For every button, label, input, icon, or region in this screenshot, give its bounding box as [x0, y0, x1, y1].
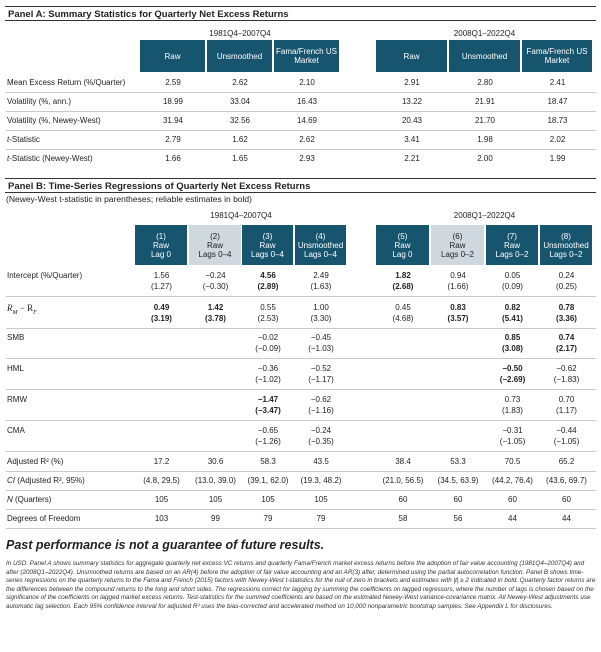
panel-b-summary-cell: 70.5 — [504, 457, 521, 466]
panel-b-row-divider — [6, 420, 596, 421]
panel-a-cell: 1.98 — [477, 135, 493, 144]
panel-a-cell: 2.59 — [165, 78, 181, 87]
panel-a-cell: 2.10 — [299, 78, 315, 87]
panel-b-summary-cell: (34.5, 63.9) — [437, 476, 479, 485]
panel-b-estimate: 1.82 — [395, 271, 411, 280]
panel-b-estimate: 0.49 — [153, 303, 170, 312]
panel-b-estimate: −0.45 — [310, 333, 332, 342]
panel-b-summary-cell: 60 — [562, 495, 571, 504]
panel-b-estimate: 0.94 — [450, 271, 466, 280]
panel-b-estimate: 0.24 — [558, 271, 575, 280]
panel-b-col-header — [376, 225, 430, 265]
panel-b-row-divider — [6, 389, 596, 390]
panel-b-col-header-line: (2) — [210, 231, 220, 241]
panel-b-summary-cell: (39.1, 62.0) — [247, 476, 289, 485]
panel-b-tstat: (2.17) — [556, 344, 577, 353]
panel-b-row-label: CMA — [7, 426, 25, 435]
panel-b-col-header-line: Lags 0–4 — [304, 249, 337, 259]
panel-a-cell: 20.43 — [401, 116, 423, 125]
panel-b-summary-cell: (21.0, 56.5) — [382, 476, 424, 485]
panel-b-summary-cell: 105 — [314, 495, 328, 504]
panel-b-estimate: −1.47 — [257, 395, 279, 404]
panel-b-tstat: (3.19) — [151, 314, 172, 323]
panel-b-col-header-line: (4) — [315, 231, 326, 241]
panel-b-estimate: 0.83 — [450, 303, 466, 312]
panel-b-col-header-line: (1) — [156, 231, 166, 241]
panel-b-tstat: (−1.26) — [255, 437, 281, 446]
panel-b-col-header-line: Lags 0–2 — [495, 249, 529, 259]
panel-b-col-header — [486, 225, 539, 265]
panel-b-tstat: (5.41) — [502, 314, 523, 323]
panel-b-tstat: (−1.16) — [308, 406, 334, 415]
panel-b-summary-cell: 56 — [453, 514, 463, 523]
panel-b-estimate: 0.05 — [504, 271, 521, 280]
panel-b-tstat: (3.78) — [205, 314, 226, 323]
panel-b-col-header-line: Raw — [152, 240, 169, 250]
panel-a-cell: 2.21 — [404, 154, 420, 163]
panel-b-row-label-rest: (Adjusted R², 95%) — [15, 476, 85, 485]
panel-b-col-header — [540, 225, 593, 265]
panel-b-row-divider — [6, 528, 596, 529]
panel-b-estimate: 0.73 — [504, 395, 521, 404]
panel-a-cell: 13.22 — [401, 97, 423, 106]
panel-b-summary-cell: 58 — [398, 514, 408, 523]
panel-b-estimate: −0.44 — [556, 426, 577, 435]
panel-b-summary-cell: 17.2 — [153, 457, 170, 466]
panel-b-col-header-line: (5) — [397, 231, 408, 241]
panel-b-tstat: (−2.69) — [499, 375, 526, 384]
panel-b-col-header-line: Raw — [206, 240, 223, 250]
panel-b-col-header — [242, 225, 294, 265]
panel-a-t-italic: t — [7, 135, 10, 144]
panel-b-estimate: −0.24 — [310, 426, 332, 435]
panel-a-period-2: 2008Q1–2022Q4 — [453, 29, 516, 38]
panel-b-estimate: −0.31 — [502, 426, 523, 435]
panel-b-col-header-line: Unsmoothed — [543, 240, 589, 250]
panel-b-tstat: (2.53) — [257, 314, 279, 323]
panel-b-tstat: (2.68) — [392, 282, 414, 291]
panel-b-estimate: 4.56 — [260, 271, 276, 280]
disclaimer: Past performance is not a guarantee of future results. — [6, 538, 325, 552]
panel-b-title: Panel B: Time-Series Regressions of Quarterly Net Excess Returns — [5, 178, 596, 193]
panel-a-col-header: Unsmoothed — [207, 40, 273, 72]
panel-b-col-header — [135, 225, 188, 265]
panel-b-row-label-rest: (Quarters) — [12, 495, 52, 504]
panel-b-estimate: 1.56 — [153, 271, 170, 280]
panel-b-col-header-line: Lags 0–2 — [441, 249, 474, 259]
panel-b-col-header-line: Lags 0–2 — [549, 249, 583, 259]
panel-b-row-label: Intercept (%/Quarter) — [7, 271, 83, 280]
panel-b-summary-cell: 60 — [508, 495, 517, 504]
panel-b-col-header — [431, 225, 485, 265]
panel-b-tstat: (−0.30) — [202, 282, 229, 291]
panel-a-cell: 1.66 — [165, 154, 181, 163]
panel-a-cell: 2.80 — [477, 78, 493, 87]
panel-a-cell: 2.62 — [232, 78, 248, 87]
panel-b-row-label-italic: N — [7, 495, 13, 504]
panel-b-summary-cell: 105 — [261, 495, 275, 504]
panel-b-row-label — [7, 495, 51, 504]
panel-b-tstat: (0.09) — [502, 282, 523, 291]
panel-b-tstat: (−1.05) — [499, 437, 526, 446]
panel-a-cell: 2.02 — [549, 135, 566, 144]
panel-b-col-header-line: (6) — [452, 231, 463, 241]
panel-b-tstat: (3.08) — [502, 344, 523, 353]
panel-b-tstat: (1.66) — [447, 282, 469, 291]
panel-b-summary-cell: 79 — [316, 514, 326, 523]
panel-b-estimate: −0.62 — [310, 395, 332, 404]
panel-b-summary-cell: 79 — [263, 514, 273, 523]
panel-b-row-label: RMW — [7, 395, 27, 404]
panel-a-cell: 2.62 — [299, 135, 315, 144]
panel-b-col-header-line: Lags 0–4 — [198, 249, 232, 259]
panel-b-col-header-line: (7) — [507, 231, 517, 241]
panel-b-summary-cell: 60 — [398, 495, 408, 504]
panel-a-row-divider — [6, 149, 596, 150]
panel-a-cell: 18.47 — [547, 97, 568, 106]
panel-a-cell: 33.04 — [229, 97, 251, 106]
panel-b-period-2: 2008Q1–2022Q4 — [453, 211, 516, 220]
panel-b-row-label — [7, 303, 37, 316]
panel-b-summary-cell: 103 — [154, 514, 169, 523]
panel-b-summary-cell: 105 — [154, 495, 169, 504]
panel-b-estimate: 0.85 — [504, 333, 521, 342]
panel-a-col-header: Unsmoothed — [449, 40, 521, 72]
panel-b-estimate: 0.55 — [260, 303, 276, 312]
panel-b-summary-cell: (43.6, 69.7) — [546, 476, 587, 485]
panel-b-row-label — [7, 476, 85, 485]
panel-b-tstat: (−1.83) — [553, 375, 580, 384]
panel-b-row-divider — [6, 296, 596, 297]
panel-b-estimate: 0.82 — [504, 303, 521, 312]
panel-a-cell: 32.56 — [229, 116, 251, 125]
panel-b-row-divider — [6, 471, 596, 472]
panel-b-row-label: Degrees of Freedom — [7, 514, 81, 523]
panel-a-cell: 1.99 — [549, 154, 566, 163]
panel-b-row-divider — [6, 451, 596, 452]
panel-a-col-header: Fama/French US Market — [274, 40, 340, 72]
panel-a-col-header: Raw — [140, 40, 206, 72]
panel-b-row-label — [7, 457, 63, 466]
panel-b-summary-cell: (4.8, 29.5) — [143, 476, 180, 485]
panel-b-col-header-line: Unsmoothed — [297, 240, 344, 250]
panel-a-cell: 14.69 — [296, 116, 318, 125]
panel-a-cell: 31.94 — [162, 116, 184, 125]
panel-a-cell: 2.93 — [299, 154, 315, 163]
panel-b-summary-cell: (19.3, 48.2) — [300, 476, 342, 485]
panel-a-cell: 18.99 — [162, 97, 184, 106]
panel-a-t-rest: -Statistic (Newey-West) — [9, 154, 93, 163]
panel-b-summary-cell: 105 — [208, 495, 223, 504]
panel-b-summary-cell: 60 — [453, 495, 463, 504]
rm-rf-label-part: R — [7, 303, 13, 313]
panel-a-cell: 2.41 — [549, 78, 566, 87]
panel-b-col-header — [189, 225, 242, 265]
panel-b-summary-cell: (44.2, 76.4) — [492, 476, 533, 485]
panel-a-cell: 1.65 — [232, 154, 248, 163]
panel-b-summary-cell: 53.3 — [450, 457, 466, 466]
panel-b-estimate: 0.74 — [558, 333, 575, 342]
panel-b-estimate: −0.65 — [257, 426, 279, 435]
panel-b-estimate: −0.24 — [205, 271, 226, 280]
panel-b-row-label: SMB — [7, 333, 25, 342]
panel-a-cell: 16.43 — [296, 97, 318, 106]
panel-a-row-label: Mean Excess Return (%/Quarter) — [7, 78, 126, 87]
panel-a-title: Panel A: Summary Statistics for Quarterly Net Excess Returns — [5, 6, 596, 21]
panel-a-period-1: 1981Q4–2007Q4 — [209, 29, 271, 38]
panel-b-summary-cell: 44 — [508, 514, 517, 523]
panel-a-row-label: Volatility (%, Newey-West) — [7, 116, 101, 125]
panel-b-tstat: (2.89) — [257, 282, 279, 291]
panel-b-col-header-line: Raw — [503, 240, 520, 250]
panel-b-tstat: (3.36) — [556, 314, 577, 323]
panel-a-col-header: Fama/French US Market — [522, 40, 593, 72]
panel-b-row-divider — [6, 358, 596, 359]
panel-b-period-1: 1981Q4–2007Q4 — [210, 211, 272, 220]
panel-b-estimate: 2.49 — [313, 271, 329, 280]
panel-b-col-header-line: Lags 0–4 — [251, 249, 284, 259]
rm-rf-label-part: − R — [17, 303, 34, 313]
panel-b-estimate: −0.36 — [257, 364, 279, 373]
panel-b-col-header-line: Lag 0 — [392, 249, 413, 259]
panel-a-t-rest: -Statistic — [9, 135, 40, 144]
panel-b-col-header-line: (8) — [561, 231, 571, 241]
panel-b-estimate: −0.62 — [556, 364, 577, 373]
footnote: In USD. Panel A shows summary statistics for aggregate quarterly net excess VC returns and quarterly Fama/French market excess returns before the adoption of fair value accounting (1981Q4–2007Q4) and after (2008Q1–2022Q4). Unsmoothed returns are based on an AR(4) before the adoption of fair value accounting and an AR(3) after, determined using the partial autocorrelation function. Panel B shows time-series regressions on the quarterly returns to the Fama and French (2015) factors with Newey-West t-statistics for the null of zero in brackets and estimates with |t| ≥ 2 indicated in bold. Quarterly factor returns are the differences between the compound returns to the long and short sides. The regressions correct for lagging by summing the coefficients on lagged regressors, where the number of lags is chosen based on the significance of the coefficients on lagged market excess returns. Test-statistics for the summed coefficients are based on the estimated Newey-West variance-covariance matrix. All Newey-West adjustments use automatic lag selection. Each 95% confidence interval for adjusted R² uses the bias-corrected and accelerated method on 10,000 nonparametric bootstrap samples. See Appendix L for disclosures. — [6, 560, 596, 610]
panel-b-col-header-line: Raw — [394, 240, 411, 250]
rm-rf-label-part: F — [33, 309, 37, 316]
panel-b-tstat: (−1.02) — [255, 375, 281, 384]
panel-b-tstat: (−0.35) — [308, 437, 334, 446]
rm-rf-label-part: M — [12, 309, 18, 316]
panel-b-estimate: 1.00 — [313, 303, 329, 312]
panel-b-row-label-rest: Adjusted R² (%) — [7, 457, 64, 466]
panel-b-estimate: 0.70 — [558, 395, 575, 404]
panel-a-t-italic: t — [7, 154, 10, 163]
panel-b-row-label-italic: CI — [7, 476, 15, 485]
panel-b-estimate: −0.02 — [257, 333, 279, 342]
panel-b-summary-cell: 44 — [562, 514, 571, 523]
panel-a-cell: 2.91 — [404, 78, 420, 87]
panel-a-cell: 1.62 — [232, 135, 248, 144]
panel-b-estimate: −0.52 — [310, 364, 332, 373]
panel-b-row-label: HML — [7, 364, 24, 373]
panel-b-summary-cell: 58.3 — [260, 457, 276, 466]
panel-b-col-header-line: Raw — [449, 240, 466, 250]
panel-a-row-divider — [6, 130, 596, 131]
panel-b-col-header-line: (3) — [262, 231, 273, 241]
panel-b-row-divider — [6, 328, 596, 329]
panel-b-tstat: (−0.09) — [255, 344, 281, 353]
panel-b-tstat: (0.25) — [556, 282, 577, 291]
panel-b-col-header-line: Raw — [259, 240, 276, 250]
panel-a-cell: 21.70 — [474, 116, 496, 125]
panel-a-cell: 3.41 — [404, 135, 420, 144]
panel-b-tstat: (−1.03) — [308, 344, 334, 353]
panel-a-cell: 2.00 — [477, 154, 493, 163]
panel-b-summary-cell: 43.5 — [313, 457, 329, 466]
panel-a-row-label — [7, 135, 40, 144]
panel-b-tstat: (4.68) — [392, 314, 414, 323]
panel-b-col-header — [295, 225, 347, 265]
panel-b-tstat: (−1.05) — [553, 437, 580, 446]
panel-b-subtitle: (Newey-West t-statistic in parentheses; reliable estimates in bold) — [6, 194, 252, 204]
panel-a-row-label: Volatility (%, ann.) — [7, 97, 72, 106]
panel-b-col-header-line: Lag 0 — [150, 249, 172, 259]
panel-a-row-divider — [6, 111, 596, 112]
panel-a-col-header: Raw — [376, 40, 448, 72]
panel-b-summary-cell: (13.0, 39.0) — [195, 476, 236, 485]
panel-b-tstat: (1.63) — [310, 282, 332, 291]
panel-b-row-divider — [6, 490, 596, 491]
panel-a-cell: 18.73 — [547, 116, 568, 125]
panel-b-tstat: (3.30) — [310, 314, 332, 323]
panel-b-row-divider — [6, 509, 596, 510]
panel-b-summary-cell: 65.2 — [558, 457, 575, 466]
panel-a-cell: 2.79 — [165, 135, 181, 144]
panel-b-tstat: (1.83) — [502, 406, 523, 415]
panel-a-row-label — [7, 154, 93, 163]
panel-b-summary-cell: 99 — [211, 514, 220, 523]
panel-b-estimate: 1.42 — [207, 303, 224, 312]
panel-b-summary-cell: 30.6 — [207, 457, 224, 466]
panel-b-tstat: (−1.17) — [308, 375, 334, 384]
panel-b-tstat: (1.27) — [151, 282, 172, 291]
panel-b-tstat: (1.17) — [556, 406, 577, 415]
panel-b-tstat: (3.57) — [447, 314, 469, 323]
panel-b-estimate: −0.50 — [502, 364, 523, 373]
panel-b-tstat: (−3.47) — [255, 406, 281, 415]
panel-a-row-divider — [6, 92, 596, 93]
panel-b-estimate: 0.78 — [558, 303, 575, 312]
panel-b-estimate: 0.45 — [395, 303, 411, 312]
panel-a-cell: 21.91 — [474, 97, 496, 106]
panel-b-summary-cell: 38.4 — [395, 457, 411, 466]
